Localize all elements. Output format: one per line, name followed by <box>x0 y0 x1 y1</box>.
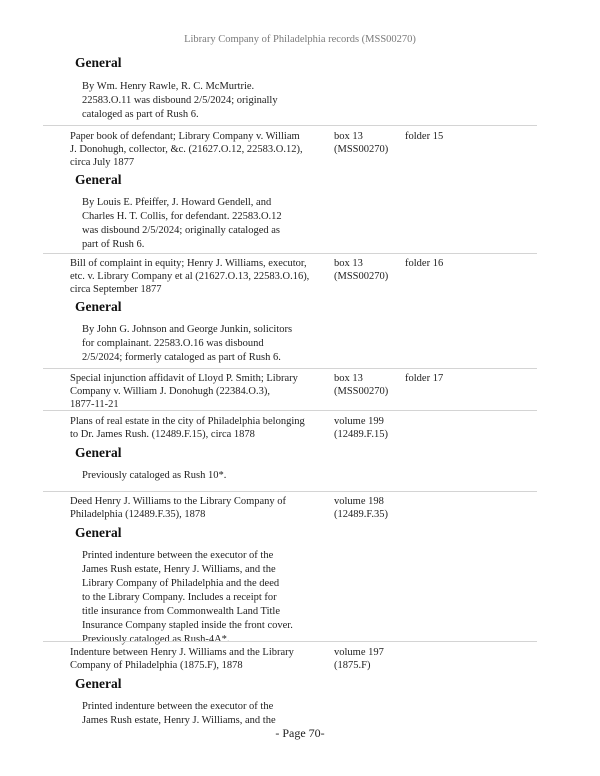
container-folder: folder 17 <box>405 373 444 384</box>
page-number: - Page 70- <box>275 726 325 740</box>
general-note-text: By John G. Johnson and George Junkin, solicitors for complainant. 22583.O.16 was disbound 2/5/2024; formerly cataloged as part of Rush 6. <box>82 324 293 363</box>
container-box: box 13 (MSS00270) <box>334 131 389 155</box>
row-separator <box>43 410 537 411</box>
general-heading: General <box>75 525 122 540</box>
record-title: Paper book of defendant; Library Company v. William J. Donohugh, collector, &c. (21627.O.12, 22583.O.12), circa July 1877 <box>70 131 303 168</box>
general-note <box>75 172 312 252</box>
general-heading: General <box>75 55 122 70</box>
general-note <box>75 445 312 483</box>
general-heading: General <box>75 172 122 187</box>
general-note-text: By Louis E. Pfeiffer, J. Howard Gendell, and Charles H. T. Collis, for defendant. 22583.O.12 was disbound 2/5/2024; originally cataloged as part of Rush 6. <box>82 197 282 250</box>
row-separator <box>43 125 537 126</box>
row-separator <box>43 368 537 369</box>
general-note-text: Printed indenture between the executor of the James Rush estate, Henry J. Williams, and the <box>82 701 276 726</box>
top-general-note <box>75 55 322 122</box>
row-separator <box>43 491 537 492</box>
general-heading: General <box>75 445 122 460</box>
general-heading: General <box>75 676 122 691</box>
general-heading: General <box>75 299 122 314</box>
page-header: Library Company of Philadelphia records (MSS00270) <box>184 34 416 45</box>
container-box: box 13 (MSS00270) <box>334 373 389 397</box>
container-box: box 13 (MSS00270) <box>334 258 389 282</box>
general-note <box>75 676 312 728</box>
general-note-text: Printed indenture between the executor of the James Rush estate, Henry J. Williams, and the Library Company of Philadelphia and the deed to the Library Company. Includes a receipt for title insurance from Commonwealth Land Title Insurance Company stapled inside the front cover. Previously cataloged as Rush-4A*. <box>82 550 293 645</box>
record-title: Special injunction affidavit of Lloyd P. Smith; Library Company v. William J. Donohugh (22384.O.3), 1877-11-21 <box>70 373 298 410</box>
record-title: Plans of real estate in the city of Philadelphia belonging to Dr. James Rush. (12489.F.15), circa 1878 <box>70 416 305 440</box>
container-volume: volume 197 (1875.F) <box>334 647 384 671</box>
container-folder: folder 15 <box>405 131 444 142</box>
container-volume: volume 198 (12489.F.35) <box>334 496 388 520</box>
container-volume: volume 199 (12489.F.15) <box>334 416 388 440</box>
general-note-text: Previously cataloged as Rush 10*. <box>82 470 227 481</box>
row-separator <box>43 641 537 642</box>
container-folder: folder 16 <box>405 258 444 269</box>
record-title: Indenture between Henry J. Williams and the Library Company of Philadelphia (1875.F), 1878 <box>70 647 294 671</box>
row-separator <box>43 253 537 254</box>
general-note <box>75 299 312 365</box>
record-title: Deed Henry J. Williams to the Library Company of Philadelphia (12489.F.35), 1878 <box>70 496 287 520</box>
general-note <box>75 525 327 647</box>
general-note-text: By Wm. Henry Rawle, R. C. McMurtrie. 22583.O.11 was disbound 2/5/2024; originally cataloged as part of Rush 6. <box>82 81 278 120</box>
record-title: Bill of complaint in equity; Henry J. Williams, executor, etc. v. Library Company et al (21627.O.13, 22583.O.16), circa September 1877 <box>70 258 310 295</box>
